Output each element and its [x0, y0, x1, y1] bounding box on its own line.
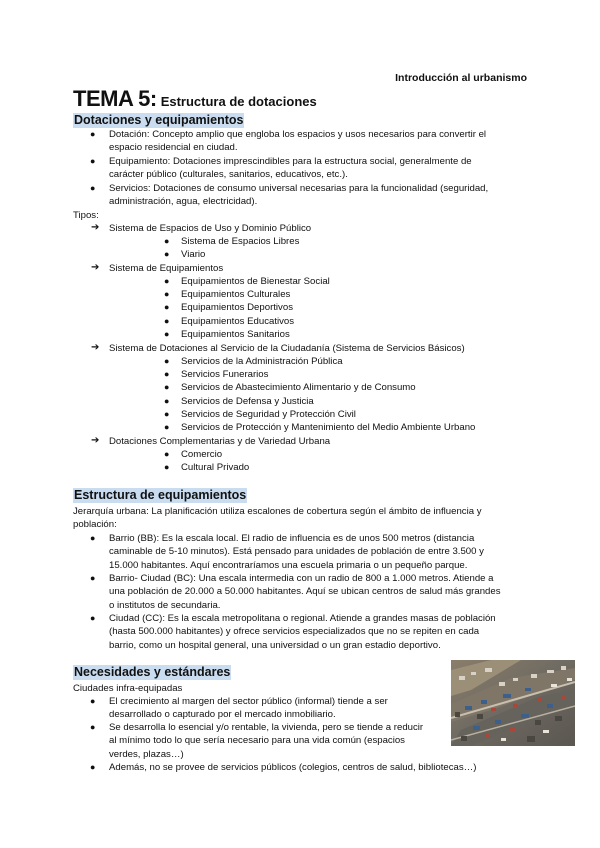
group-item: Servicios de Abastecimiento Alimentario y de Consumo — [181, 382, 416, 393]
bullet-icon: ● — [90, 156, 96, 166]
bullet-icon: ● — [164, 302, 170, 312]
text-line: Barrio (BB): Es la escala local. El radio de influencia es de unos 500 metros (distancia — [109, 533, 475, 544]
group-item: Equipamientos Sanitarios — [181, 329, 290, 340]
bullet-icon: ● — [90, 762, 96, 772]
text-line: Ciudad (CC): Es la escala metropolitana o regional. Atiende a grandes masas de población — [109, 613, 496, 624]
group-item: Sistema de Espacios Libres — [181, 236, 300, 247]
bullet-icon: ● — [90, 696, 96, 706]
bullet-icon: ● — [164, 249, 170, 259]
necesidad-item — [109, 721, 423, 761]
text-line: Jerarquía urbana: La planificación utiliza escalones de cobertura según el ámbito de influencia y — [73, 506, 482, 517]
section-heading-estructura: Estructura de equipamientos — [74, 488, 247, 502]
text-line: El crecimiento al margen del sector público (informal) tiende a ser — [109, 696, 388, 707]
def-dotacion — [109, 128, 486, 155]
arrow-icon: ➔ — [91, 222, 100, 233]
bullet-icon: ● — [164, 289, 170, 299]
text-line: población: — [73, 519, 117, 531]
necesidad-item — [109, 761, 476, 774]
bullet-icon: ● — [90, 722, 96, 732]
text-line: espacio residencial en ciudad. — [109, 142, 238, 154]
necesidad-item — [109, 695, 388, 722]
text-line: Se desarrolla lo esencial y/o rentable, la vivienda, pero se tiende a reducir — [109, 722, 424, 733]
text-line: carácter público (culturales, sanitarios, educativos, etc.). — [109, 169, 348, 181]
text-line: o institutos de secundaria. — [109, 599, 221, 611]
escala-barrio-ciudad — [109, 572, 501, 612]
def-servicios — [109, 182, 488, 209]
section-heading-dotaciones: Dotaciones y equipamientos — [74, 113, 244, 127]
bullet-icon: ● — [90, 533, 96, 543]
arrow-icon: ➔ — [91, 262, 100, 273]
bullet-icon: ● — [164, 329, 170, 339]
text-line: Equipamiento: Dotaciones imprescindibles para la estructura social, generalmente de — [109, 156, 472, 167]
group-item: Equipamientos Culturales — [181, 289, 291, 300]
text-line: Dotación: Concepto amplio que engloba los espacios y usos necesarios para convertir el — [109, 129, 487, 140]
text-line: Servicios: Dotaciones de consumo universal necesarias para la funcionalidad (seguridad, — [109, 183, 489, 194]
group-item: Equipamientos de Bienestar Social — [181, 276, 330, 287]
bullet-icon: ● — [164, 409, 170, 419]
bullet-icon: ● — [90, 129, 96, 139]
text-line: (hasta 500.000 habitantes) y ofrece servicios especializados que no se repiten en cada — [109, 626, 480, 638]
text-line: una población de 20.000 a 50.000 habitantes. Aquí se ubican centros de salud más grandes — [109, 586, 501, 598]
group-item: Cultural Privado — [181, 462, 250, 473]
text-line: Además, no se provee de servicios públicos (colegios, centros de salud, bibliotecas…) — [109, 762, 477, 773]
escala-ciudad — [109, 612, 496, 652]
group-item: Viario — [181, 249, 206, 260]
informal-settlement-photo — [451, 660, 575, 746]
group-item: Servicios de la Administración Pública — [181, 356, 343, 367]
group-item: Servicios Funerarios — [181, 369, 269, 380]
bullet-icon: ● — [90, 183, 96, 193]
jerarquia-intro — [73, 505, 482, 532]
course-header: Introducción al urbanismo — [395, 72, 527, 84]
bullet-icon: ● — [164, 462, 170, 472]
text-line: al mínimo todo lo que sería necesario para una vida común (espacios — [109, 735, 405, 747]
group-item: Equipamientos Deportivos — [181, 302, 293, 313]
group-item: Equipamientos Educativos — [181, 316, 295, 327]
escala-barrio — [109, 532, 484, 572]
text-line: barrio, como un hospital general, una universidad o un gran estadio deportivo. — [109, 639, 441, 651]
arrow-icon: ➔ — [91, 435, 100, 446]
group-item: Servicios de Seguridad y Protección Civil — [181, 409, 356, 420]
bullet-icon: ● — [164, 316, 170, 326]
text-line: Barrio- Ciudad (BC): Una escala intermedia con un radio de 800 a 1.000 metros. Atiende a — [109, 573, 494, 584]
group-label: Sistema de Equipamientos — [109, 263, 224, 274]
bullet-icon: ● — [164, 422, 170, 432]
bullet-icon: ● — [90, 613, 96, 623]
group-item: Comercio — [181, 449, 223, 460]
text-line: verdes, plazas…) — [109, 748, 184, 760]
bullet-icon: ● — [164, 356, 170, 366]
group-label: Dotaciones Complementarias y de Variedad Urbana — [109, 436, 331, 447]
title-number: TEMA 5: — [73, 86, 157, 111]
text-line: desarrollado o capturado por el mercado inmobiliario. — [109, 709, 336, 721]
text-line: 15.000 habitantes. Aquí encontraríamos una escuela primaria o un pequeño parque. — [109, 559, 468, 571]
group-label: Sistema de Dotaciones al Servicio de la Ciudadanía (Sistema de Servicios Básicos) — [109, 343, 465, 354]
bullet-icon: ● — [164, 396, 170, 406]
bullet-icon: ● — [164, 449, 170, 459]
group-item: Servicios de Protección y Mantenimiento del Medio Ambiente Urbano — [181, 422, 476, 433]
bullet-icon: ● — [164, 236, 170, 246]
text-line: administración, agua, electricidad). — [109, 196, 258, 208]
subheading-ciudades: Ciudades infra-equipadas — [73, 683, 183, 694]
title-subtitle: Estructura de dotaciones — [160, 94, 317, 109]
bullet-icon: ● — [90, 573, 96, 583]
tipos-label: Tipos: — [73, 210, 99, 221]
text-line: caminable de 5-10 minutos). Está pensado para unidades de población de entre 3.500 y — [109, 546, 484, 558]
bullet-icon: ● — [164, 382, 170, 392]
group-label: Sistema de Espacios de Uso y Dominio Público — [109, 223, 312, 234]
page-title — [73, 86, 317, 112]
bullet-icon: ● — [164, 369, 170, 379]
def-equipamiento — [109, 155, 472, 182]
group-item: Servicios de Defensa y Justicia — [181, 396, 314, 407]
bullet-icon: ● — [164, 276, 170, 286]
section-heading-necesidades: Necesidades y estándares — [74, 665, 231, 679]
arrow-icon: ➔ — [91, 342, 100, 353]
